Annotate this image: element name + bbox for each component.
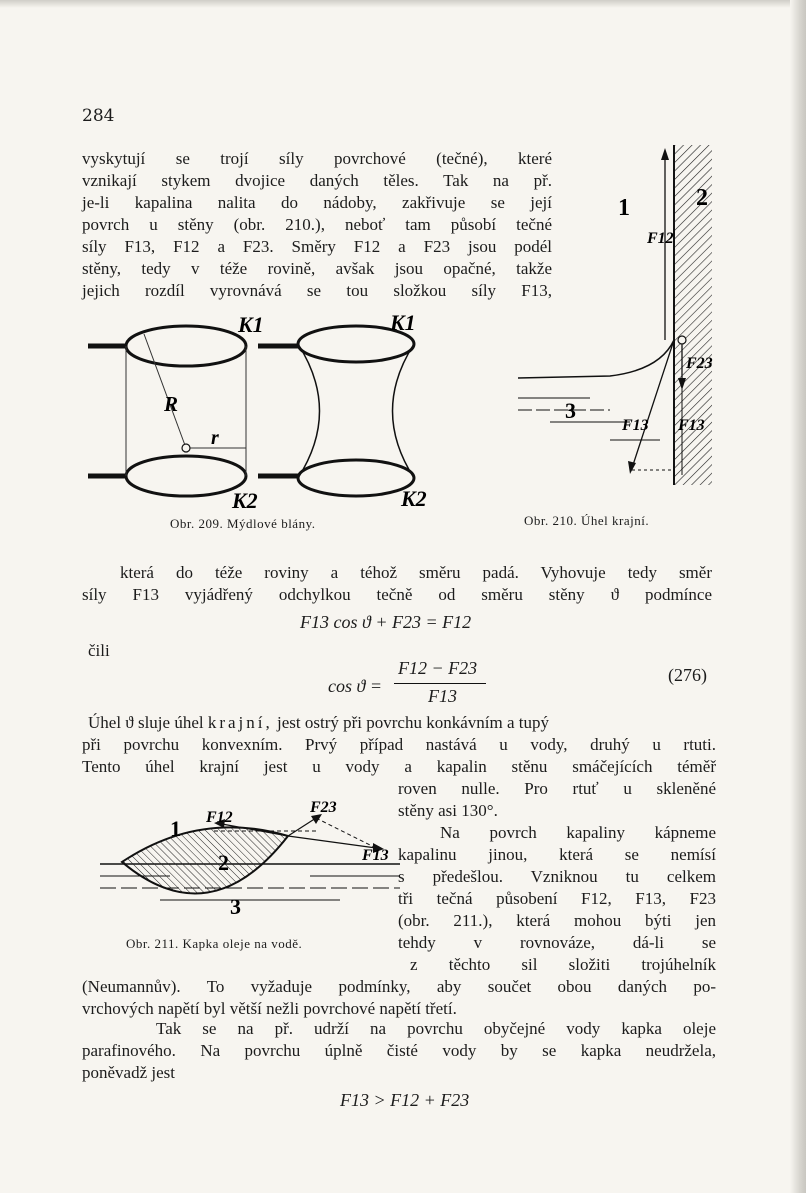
page-number: 284: [82, 106, 115, 126]
text-line: s předešlou. Vzniknou tu celkem: [398, 867, 716, 886]
figure-211-caption: Obr. 211. Kapka oleje na vodě.: [126, 936, 303, 951]
label-3: 3: [230, 894, 241, 919]
text-line: (Neumannův). To vyžaduje podmínky, aby součet obou daných po-: [82, 977, 716, 996]
label-k2-b: K2: [401, 486, 427, 511]
text-line: síly F13 vyjádřený odchylkou tečně od směru stěny ϑ podmínce: [82, 585, 712, 604]
text-line: tři tečná působení F12, F13, F23: [398, 889, 716, 908]
page-edge: [790, 0, 806, 1193]
label-2: 2: [218, 850, 229, 875]
equation-2-numerator: F12 − F23: [398, 658, 478, 678]
equation-2-denominator: F13: [428, 686, 457, 706]
label-r: r: [211, 427, 219, 449]
text-line: stěny, tedy v téže rovině, avšak jsou opačné, takže: [82, 259, 552, 278]
equation-number: (276): [668, 665, 707, 685]
text-line: která do téže roviny a téhož směru padá. Vyhovuje tedy směr: [120, 563, 712, 582]
equation-3: F13 > F12 + F23: [340, 1090, 470, 1110]
label-1: 1: [618, 195, 630, 221]
label-F23: F23: [686, 355, 713, 372]
text-line: tehdy v rovnováze, dá-li se: [398, 933, 716, 952]
text-line: povrch u stěny (obr. 210.), neboť tam působí tečné: [82, 215, 552, 234]
text-line: Tento úhel krajní jest u vody a kapalin stěnu smáčejících téměř: [82, 757, 716, 776]
figure-211-oil-drop: [100, 796, 400, 926]
text-line: síly F13, F12 a F23. Směry F12 a F23 jsou podél: [82, 237, 552, 256]
equation-1: F13 cos ϑ + F23 = F12: [300, 612, 472, 632]
text-span: Úhel ϑ slujе úhel: [88, 713, 204, 732]
term-krajni: krajní,: [207, 713, 273, 732]
label-k1: K1: [238, 312, 264, 337]
text-line: vrchových napětí byl větší nežli povrchové napětí třetí.: [82, 999, 457, 1018]
label-F13: F13: [622, 417, 649, 434]
text-line: Tak se na př. udrží na povrchu obyčejné vody kapka oleje: [156, 1019, 716, 1038]
figure-210-caption: Obr. 210. Úhel krajní.: [524, 513, 650, 528]
text-line: (obr. 211.), která mohou býti jen: [398, 911, 716, 930]
text-line: je-li kapalina nalita do nádoby, zakřivuje se její: [82, 193, 552, 212]
label-F12: F12: [647, 230, 674, 247]
page-top-shadow: [0, 0, 806, 8]
label-R: R: [164, 392, 179, 416]
text-line: jejich rozdíl vyrovnává se tou složkou síly F13,: [82, 281, 552, 300]
text-cili: čili: [88, 641, 110, 660]
text-line: stěny asi 130°.: [398, 801, 498, 820]
label-2: 2: [696, 185, 708, 211]
label-3: 3: [565, 398, 576, 423]
text-line: z těchto sil složiti trojúhelník: [410, 955, 716, 974]
figure-209-soap-films: [86, 308, 476, 518]
label-F13: F13: [362, 847, 389, 864]
text-span: jest ostrý při povrchu konkávním a tupý: [277, 713, 549, 732]
text-line: roven nulle. Pro rtuť u skleněné: [398, 779, 716, 798]
text-line: vyskytují se trojí síly povrchové (tečné), které: [82, 149, 552, 168]
figure-210-contact-angle: [510, 140, 730, 505]
label-k1-b: K1: [390, 310, 416, 335]
label-k2: K2: [232, 488, 258, 513]
label-1: 1: [170, 816, 181, 841]
text-line: poněvadž jest: [82, 1063, 175, 1082]
text-line: vznikají stykem dvojice daných těles. Tak na př.: [82, 171, 552, 190]
text-line: při povrchu konvexním. Prvý případ nastává u vody, druhý u rtuti.: [82, 735, 716, 754]
text-line: [88, 712, 549, 734]
text-line: parafinového. Na povrchu úplně čisté vody by se kapka neudržela,: [82, 1041, 716, 1060]
label-F23: F23: [310, 799, 337, 816]
label-F12: F12: [206, 809, 233, 826]
text-line: kapalinu jinou, která se nemísí: [398, 845, 716, 864]
fraction-bar: [394, 683, 486, 684]
figure-209-caption: Obr. 209. Mýdlové blány.: [170, 516, 316, 531]
equation-2-lhs: cos ϑ =: [328, 676, 382, 696]
text-line: Na povrch kapaliny kápneme: [440, 823, 716, 842]
label-F13-prime: F13: [678, 417, 705, 434]
